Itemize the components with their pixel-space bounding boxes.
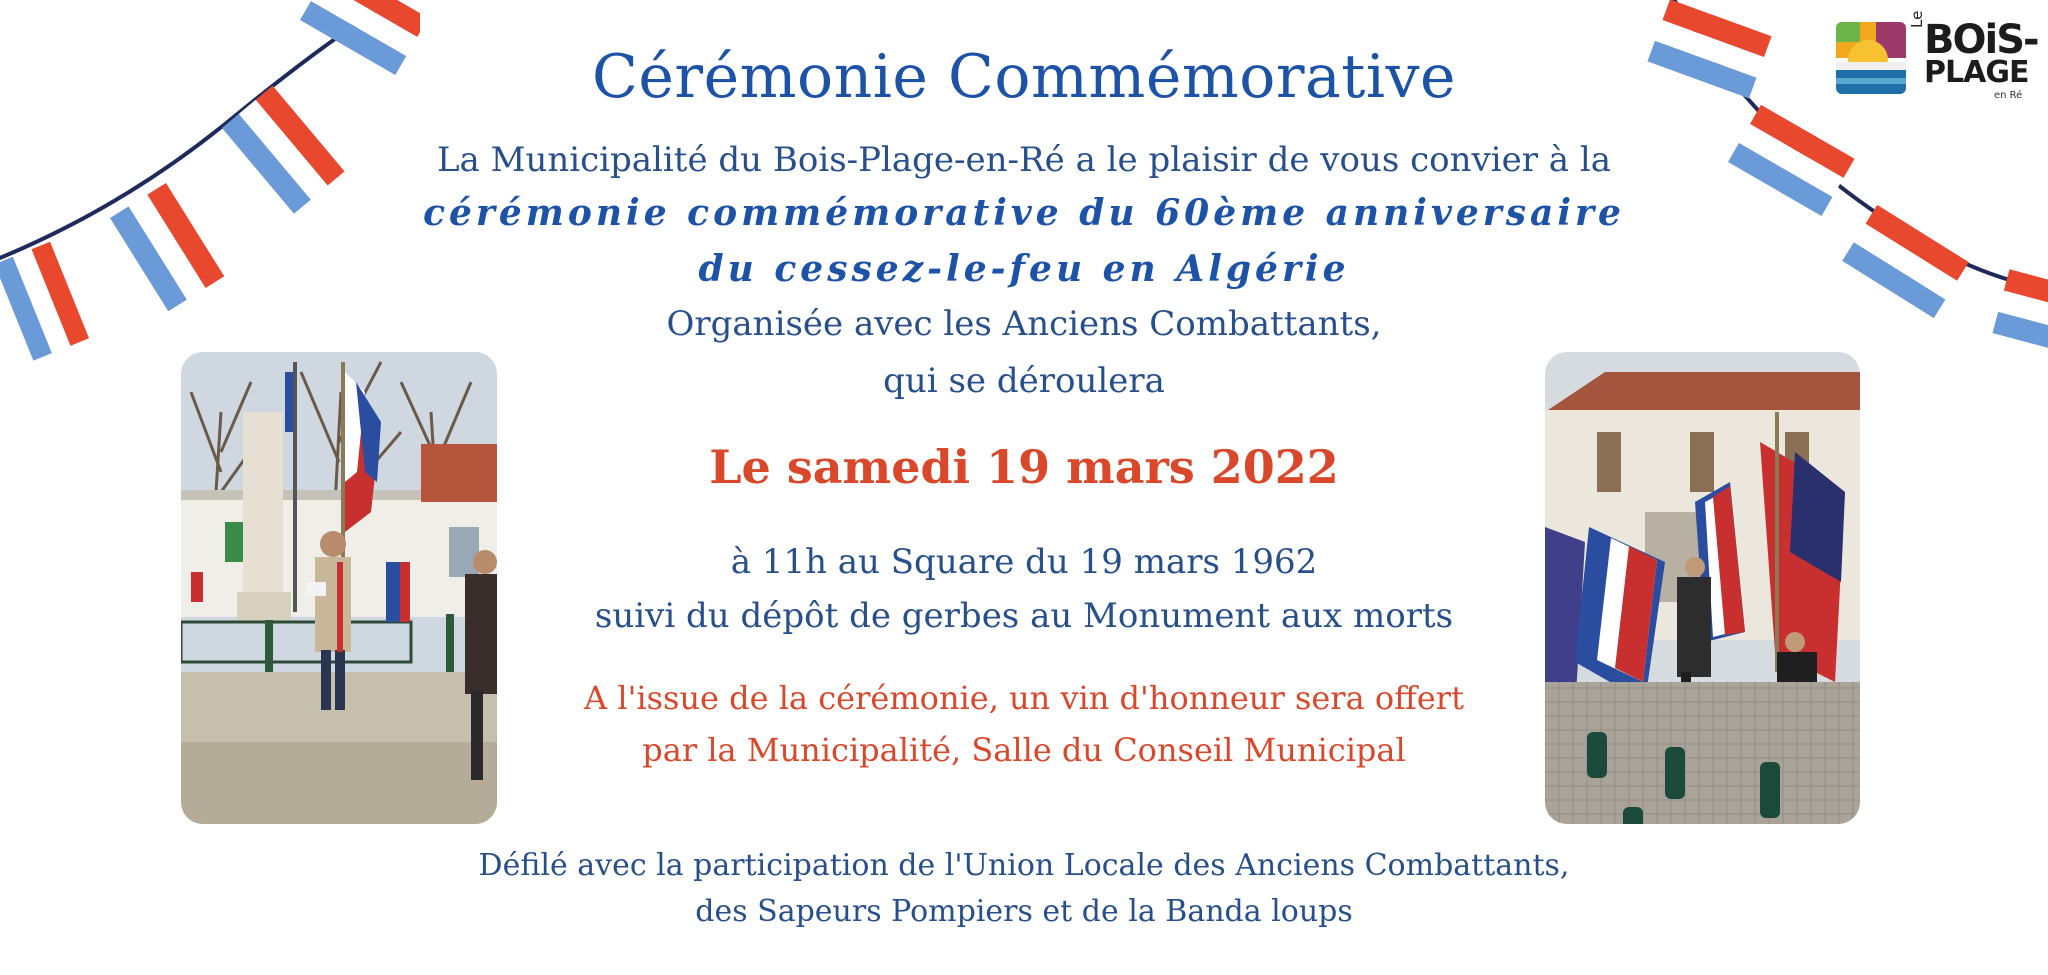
parade-line-1: Défilé avec la participation de l'Union Locale des Anciens Combattants, [478, 848, 1570, 883]
time-line-2: suivi du dépôt de gerbes au Monument aux morts [594, 596, 1454, 636]
time-line-1: à 11h au Square du 19 mars 1962 [730, 542, 1318, 582]
parade-line-2: des Sapeurs Pompiers et de la Banda loups [695, 894, 1353, 929]
logo-en-re-text: en Ré [1994, 90, 2023, 101]
event-date: Le samedi 19 mars 2022 [709, 440, 1339, 494]
logo-le-text: Le [1908, 10, 1926, 28]
logo-plage-text: PLAGE [1924, 55, 2029, 90]
logo-bois-text: BOiS- [1924, 17, 2038, 63]
reception-line-1: A l'issue de la cérémonie, un vin d'honneur sera offert [584, 679, 1464, 717]
ceremony-photo-left [181, 352, 497, 824]
page-title: Cérémonie Commémorative [591, 42, 1457, 112]
event-line-2: du cessez-le-feu en Algérie [698, 248, 1350, 290]
reception-line-2: par la Municipalité, Salle du Conseil Municipal [642, 731, 1406, 769]
organised-line-2: qui se déroulera [883, 361, 1165, 401]
organised-line-1: Organisée avec les Anciens Combattants, [666, 304, 1382, 344]
ceremony-photo-right [1545, 352, 1860, 824]
event-line-1: cérémonie commémorative du 60ème anniversaire [423, 192, 1625, 234]
invitation-line: La Municipalité du Bois-Plage-en-Ré a le plaisir de vous convier à la [436, 140, 1612, 180]
